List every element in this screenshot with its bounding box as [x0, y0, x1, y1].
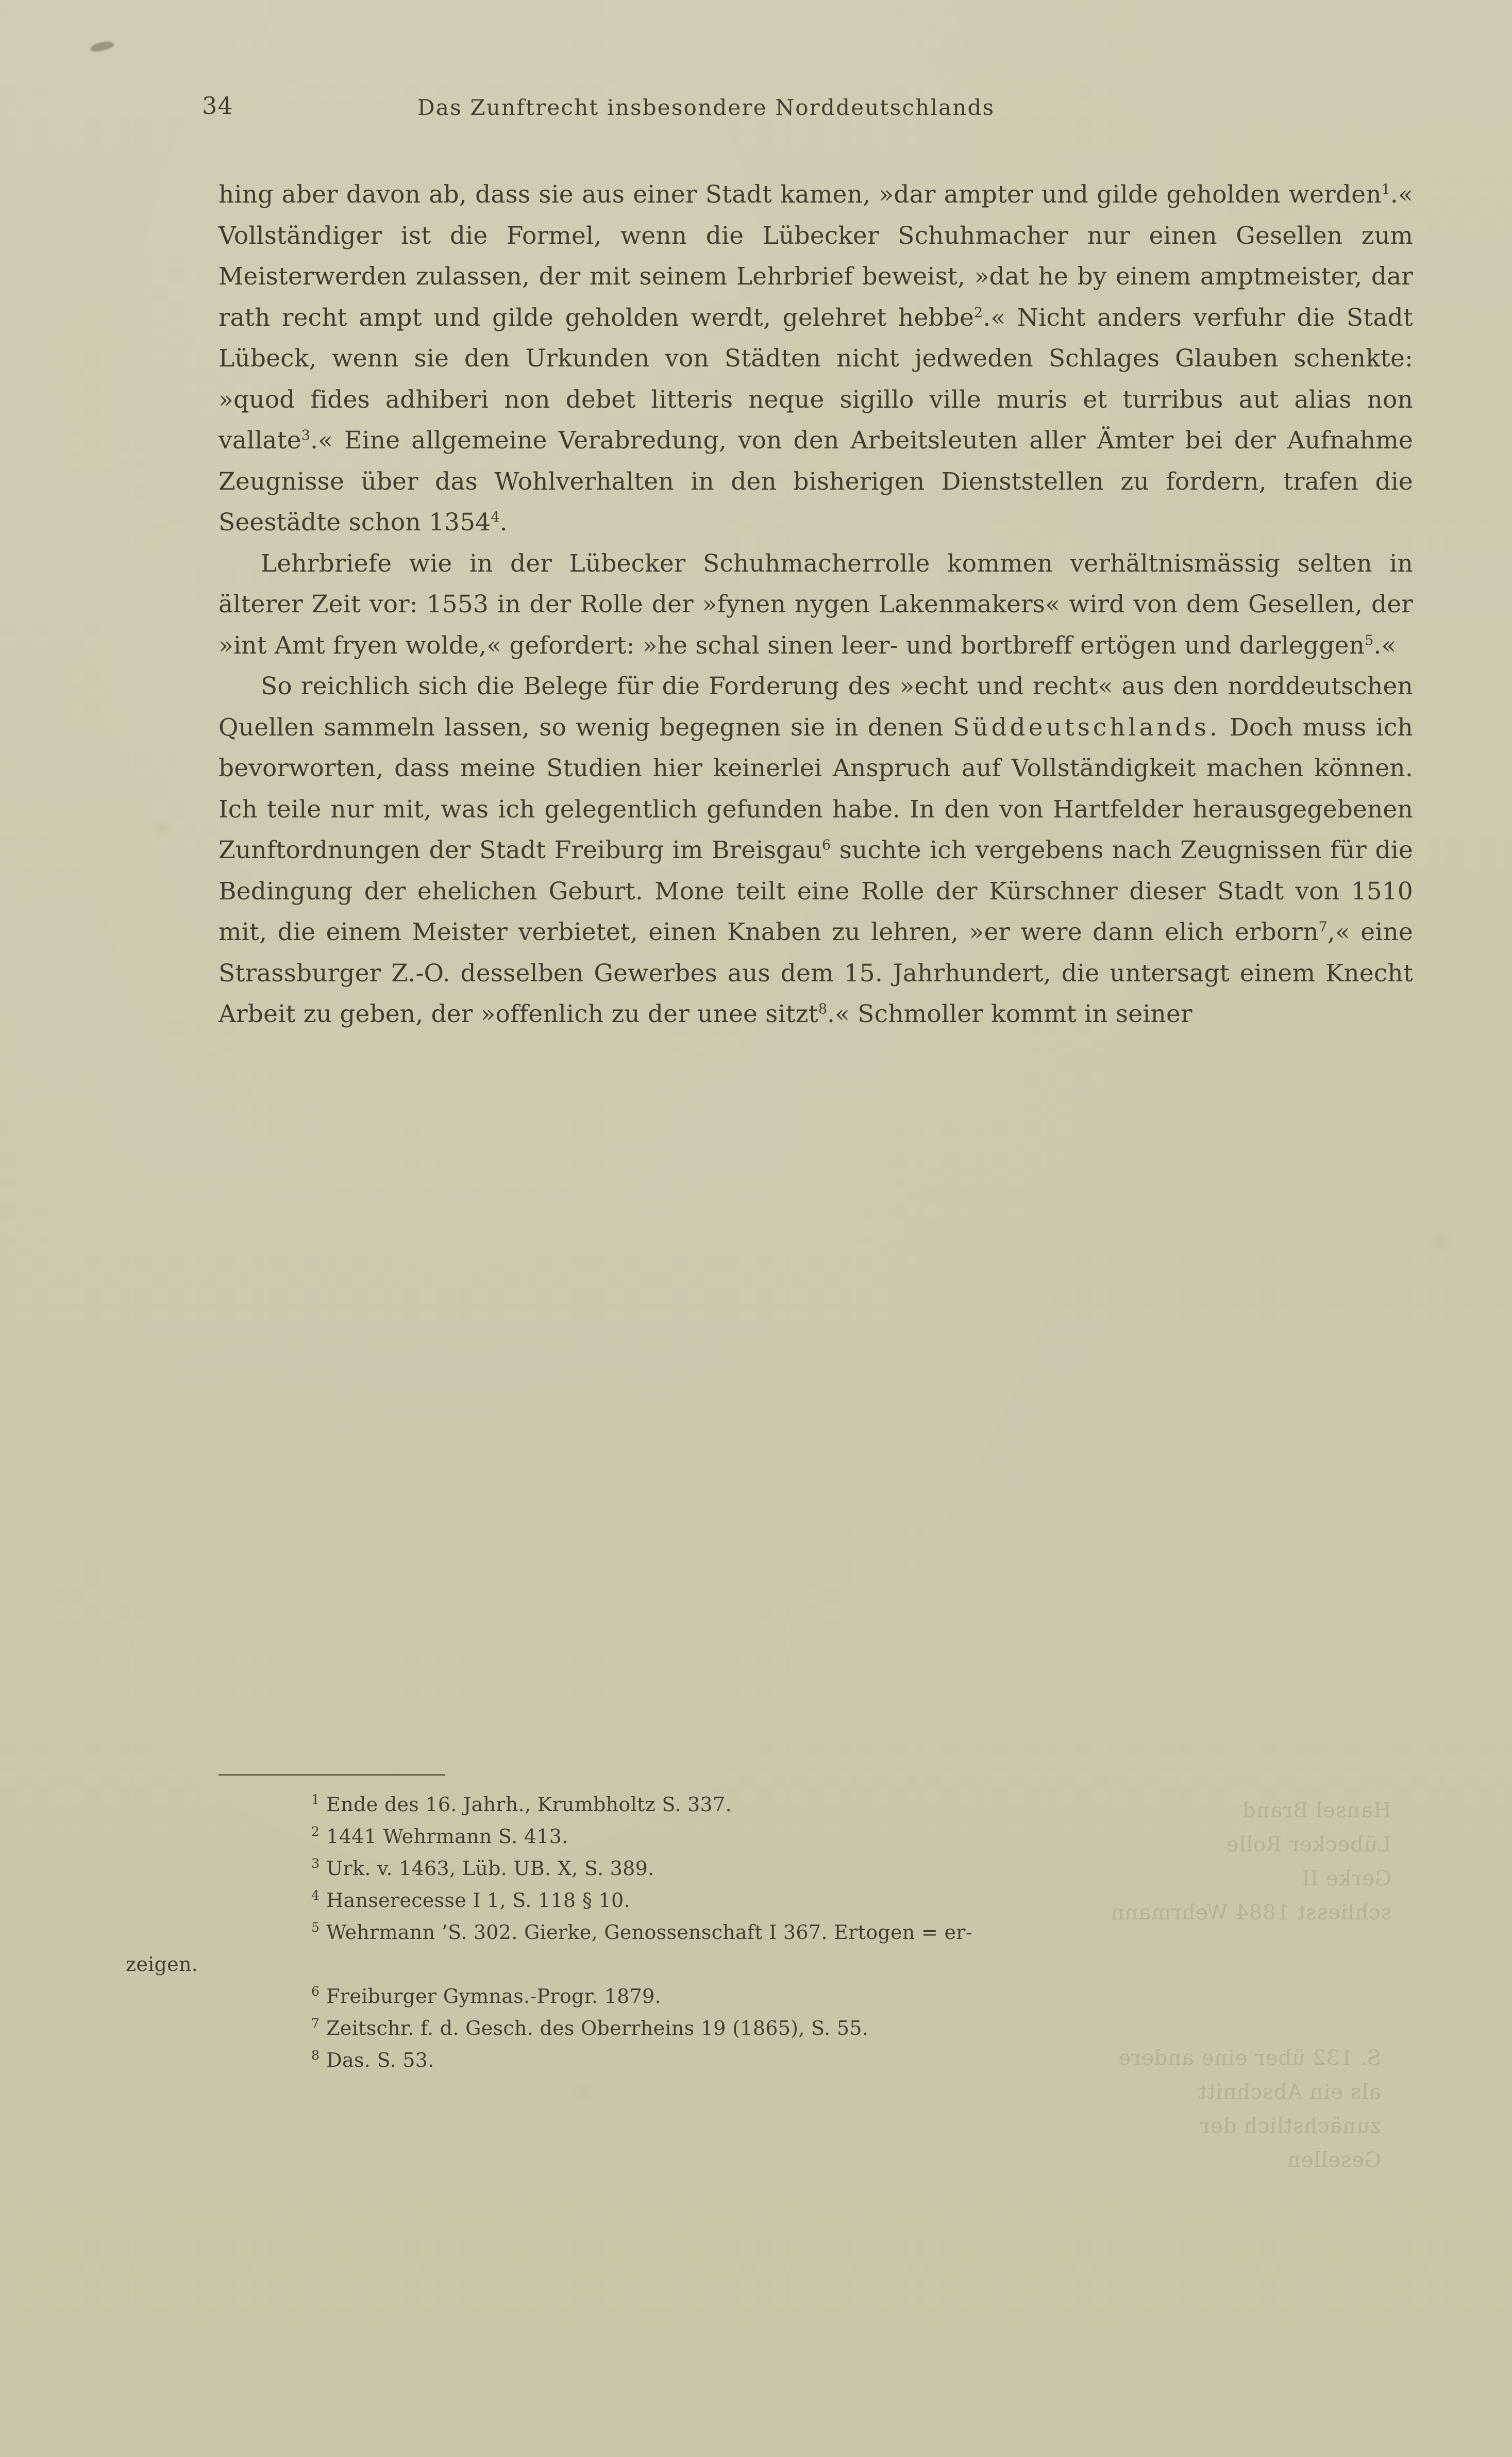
footnote-text: Urk. v. 1463, Lüb. UB. X, S. 389.	[326, 1857, 654, 1880]
page-header	[0, 92, 1512, 128]
footnote-number[interactable]: 5	[311, 1920, 320, 1935]
text-run: Lehrbriefe wie in der Lübecker Schuhmacherrolle kommen verhältnismässig selten in älterer Zeit vor: 1553 in der Rolle der »fynen nygen Lakenmakers« wird von dem Gesellen, der »int Amt fryen wolde,« gefordert: »he schal sinen leer- und bortbreff ertögen und darleggen	[219, 549, 1413, 660]
paragraph	[219, 666, 1413, 1035]
footnote-reference[interactable]: 5	[1365, 632, 1374, 648]
footnote-list	[126, 1789, 1413, 2076]
footnote	[126, 1916, 1413, 1980]
footnote-text: Das. S. 53.	[326, 2049, 434, 2071]
footnote-continuation: zeigen.	[126, 1953, 198, 1976]
footnote-reference[interactable]: 1	[1381, 181, 1390, 198]
footnote-number[interactable]: 4	[311, 1888, 320, 1903]
text-run: .	[499, 508, 508, 537]
footnote-reference[interactable]: 4	[491, 509, 500, 526]
page-number: 34	[202, 92, 233, 120]
footnote-text: 1441 Wehrmann S. 413.	[326, 1825, 568, 1848]
footnote-divider	[219, 1774, 445, 1776]
footnote-text: Wehrmann ’S. 302. Gierke, Genossenschaft I 367. Ertogen = er-	[326, 1921, 972, 1944]
footnote-number[interactable]: 1	[311, 1792, 320, 1808]
text-run: .« Nicht anders verfuhr die Stadt Lübeck, wenn sie den Urkunden von Städten nicht jedweden Schlages Glauben schenkte: »quod fides adhiberi non debet litteris neque sigillo ville muris et turribus aut alias non vallate	[219, 303, 1413, 455]
paper-smudge	[577, 2087, 589, 2095]
text-run: .« Vollständiger ist die Formel, wenn die Lübecker Schuhmacher nur einen Gesellen zum Meisterwerden zulassen, der mit seinem Lehrbrief beweist, »dat he by einem amptmeister, dar rath recht ampt und gilde geholden werdt, gelehret hebbe	[219, 180, 1413, 332]
footnote	[219, 2012, 1413, 2044]
footnote-reference[interactable]: 7	[1318, 919, 1328, 935]
text-run: .« Schmoller kommt in seiner	[827, 1000, 1192, 1028]
footnote	[219, 1852, 1413, 1884]
text-run: hing aber davon ab, dass sie aus einer Stadt kamen, »dar ampter und gilde geholden werden	[219, 180, 1382, 209]
text-run: Doch muss ich bevorworten, dass meine Studien hier keinerlei Anspruch auf Vollständigkeit machen können. Ich teile nur mit, was ich gelegentlich gefunden habe. In den von Hartfelder herausgegebenen Zunftordnungen der Stadt Freiburg im Breisgau	[219, 713, 1413, 864]
text-run: suchte ich vergebens nach Zeugnissen für die Bedingung der ehelichen Geburt. Mone teilt eine Rolle der Kürschner dieser Stadt von 1510 mit, die einem Meister verbietet, einen Knaben zu lehren, »er were dann elich erborn	[219, 836, 1413, 946]
footnote	[219, 2044, 1413, 2076]
footnote-reference[interactable]: 8	[818, 1001, 827, 1017]
text-run: ,« eine Strassburger Z.-O. desselben Gewerbes aus dem 15. Jahrhundert, die untersagt einem Knecht Arbeit zu geben, der »offenlich zu der unee sitzt	[219, 918, 1413, 1028]
running-head: Das Zunftrecht insbesondere Norddeutschlands	[417, 95, 995, 120]
footnote-reference[interactable]: 3	[301, 427, 310, 444]
footnote-number[interactable]: 8	[311, 2048, 320, 2063]
emphasized-term: Süddeutschlands.	[953, 713, 1220, 742]
footnote	[219, 1820, 1413, 1852]
footnote-text: Freiburger Gymnas.-Progr. 1879.	[326, 1985, 661, 2008]
paragraph	[219, 174, 1413, 543]
verso-showthrough: S. 132 über eine andere als ein Abschnitt zunächstlich der Gesellen	[1118, 2046, 1381, 2172]
footnote-reference[interactable]: 6	[822, 837, 831, 854]
text-run: .« Eine allgemeine Verabredung, von den Arbeitsleuten aller Ämter bei der Aufnahme Zeugnisse über das Wohlverhalten in den bisherigen Dienststellen zu fordern, trafen die Seestädte schon 1354	[219, 426, 1413, 537]
paper-smudge	[155, 825, 168, 833]
text-run: So reichlich sich die Belege für die Forderung des »echt und recht« aus den norddeutschen Quellen sammeln lassen, so wenig begegnen sie in denen	[219, 672, 1413, 742]
footnote	[219, 1789, 1413, 1820]
body-text	[219, 174, 1413, 1035]
footnote-text: Hanserecesse I 1, S. 118 § 10.	[326, 1889, 630, 1912]
footnote-number[interactable]: 3	[311, 1856, 320, 1871]
footnote-reference[interactable]: 2	[974, 304, 983, 321]
footnote-number[interactable]: 7	[311, 2016, 320, 2031]
paper-smudge	[1433, 1237, 1448, 1246]
text-run: .«	[1373, 631, 1397, 660]
paragraph	[219, 543, 1413, 666]
verso-showthrough: Hansel Brand Lübecker Rolle Gerke II schliesst 1884 Wehrmann	[1110, 1799, 1391, 1925]
footnote-number[interactable]: 2	[311, 1824, 320, 1840]
footnote-text: Zeitschr. f. d. Gesch. des Oberrheins 19 (1865), S. 55.	[326, 2017, 869, 2040]
footnote	[219, 1884, 1413, 1916]
ink-mark	[90, 40, 114, 53]
footnote-text: Ende des 16. Jahrh., Krumbholtz S. 337.	[326, 1793, 732, 1816]
footnote	[219, 1980, 1413, 2012]
footnote-number[interactable]: 6	[311, 1984, 320, 1999]
